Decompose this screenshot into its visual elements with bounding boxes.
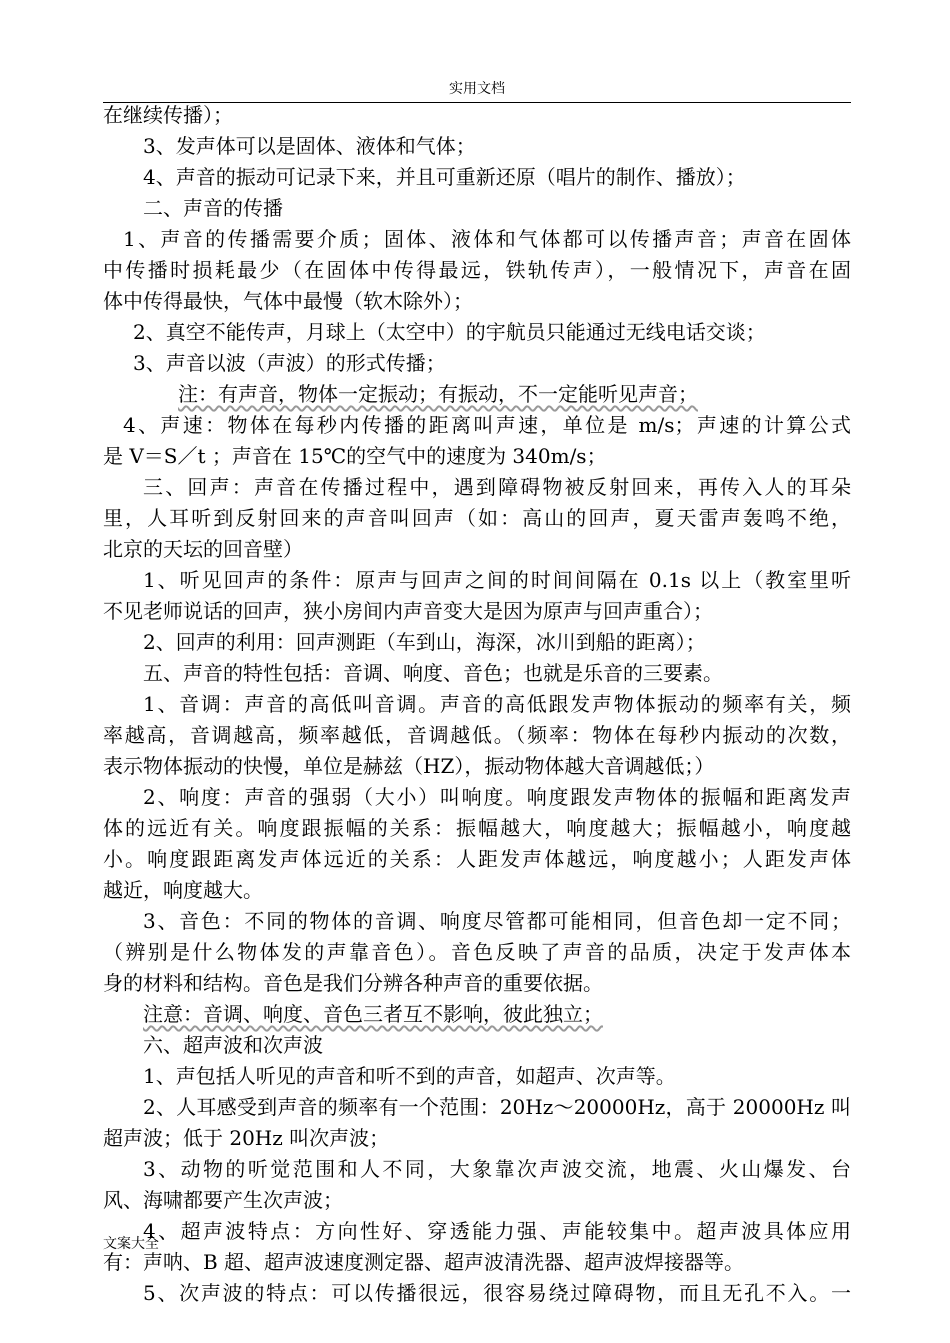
text-line: 身的材料和结构。音色是我们分辨各种声音的重要依据。 — [103, 971, 603, 995]
page-footer — [103, 1235, 159, 1253]
text-line: 体的远近有关。响度跟振幅的关系：振幅越大，响度越大；振幅越小，响度越 — [103, 816, 851, 840]
text-line: 在继续传播）； — [103, 103, 233, 127]
text-line: 4、声速：物体在每秒内传播的距离叫声速，单位是 m/s；声速的计算公式 — [123, 413, 851, 437]
text-line: 2、人耳感受到声音的频率有一个范围：20Hz～20000Hz，高于 20000Hz 叫 — [143, 1095, 851, 1119]
text-line: 4、声音的振动可记录下来，并且可重新还原（唱片的制作、播放）； — [143, 165, 746, 189]
text-line: 1、听见回声的条件：原声与回声之间的时间间隔在 0.1s 以上（教室里听 — [143, 568, 851, 592]
section-heading: 六、超声波和次声波 — [143, 1033, 323, 1057]
text-line: 3、发声体可以是固体、液体和气体； — [143, 134, 476, 158]
text-line: 越近，响度越大。 — [103, 878, 263, 902]
text-line: 是 V＝S／t ；声音在 15℃的空气中的速度为 340m/s； — [103, 444, 607, 468]
text-line: 3、动物的听觉范围和人不同，大象靠次声波交流，地震、火山爆发、台 — [143, 1157, 851, 1181]
text-line: 超声波；低于 20Hz 叫次声波； — [103, 1126, 390, 1150]
text-line: 小。响度跟距离发声体远近的关系：人距发声体越远，响度越小；人距发声体 — [103, 847, 851, 871]
text-line: 5、次声波的特点：可以传播很远，很容易绕过障碍物，而且无孔不入。一 — [143, 1281, 851, 1305]
text-line: 里，人耳听到反射回来的声音叫回声（如：高山的回声，夏天雷声轰鸣不绝， — [103, 506, 851, 530]
section-heading: 二、声音的传播 — [143, 196, 283, 220]
text-line: 风、海啸都要产生次声波； — [103, 1188, 343, 1212]
text-line: 2、回声的利用：回声测距（车到山，海深，冰川到船的距离）； — [143, 630, 706, 654]
text-line: 1、声包括人听见的声音和听不到的声音，如超声、次声等。 — [143, 1064, 676, 1088]
footer-text: 文案大全 — [103, 1236, 159, 1252]
text-line: 2、响度：声音的强弱（大小）叫响度。响度跟发声物体的振幅和距离发声 — [143, 785, 851, 809]
text-line: 北京的天坛的回音壁） — [103, 537, 303, 561]
text-line: 1、音调：声音的高低叫音调。声音的高低跟发声物体振动的频率有关，频 — [143, 692, 851, 716]
text-line: 表示物体振动的快慢，单位是赫兹（HZ），振动物体越大音调越低；） — [103, 754, 715, 778]
text-line: 中传播时损耗最少（在固体中传得最远，铁轨传声），一般情况下，声音在固 — [103, 258, 851, 282]
wavy-underlined-note: 注意：音调、响度、音色三者互不影响，彼此独立； — [143, 1002, 603, 1026]
text-line: 有：声呐、B 超、超声波速度测定器、超声波清洗器、超声波焊接器等。 — [103, 1250, 745, 1274]
section-heading: 五、声音的特性包括：音调、响度、音色；也就是乐音的三要素。 — [143, 661, 723, 685]
text-line: （辨别是什么物体发的声靠音色）。音色反映了声音的品质，决定于发声体本 — [103, 940, 851, 964]
text-line: 不见老师说话的回声，狭小房间内声音变大是因为原声与回声重合）； — [103, 599, 713, 623]
text-line: 3、声音以波（声波）的形式传播； — [133, 351, 446, 375]
text-line: 体中传得最快，气体中最慢（软木除外）； — [103, 289, 473, 313]
wavy-underlined-note: 注：有声音，物体一定振动；有振动，不一定能听见声音； — [178, 382, 698, 406]
header-title: 实用文档 — [449, 81, 505, 97]
text-line: 1、声音的传播需要介质；固体、液体和气体都可以传播声音；声音在固体 — [123, 227, 851, 251]
note-line — [103, 999, 851, 1030]
text-line: 4、超声波特点：方向性好、穿透能力强、声能较集中。超声波具体应用 — [143, 1219, 851, 1243]
section-heading: 三、回声：声音在传播过程中，遇到障碍物被反射回来，再传入人的耳朵 — [143, 475, 851, 499]
note-line — [103, 379, 851, 410]
text-line: 率越高，音调越高，频率越低，音调越低。（频率：物体在每秒内振动的次数， — [103, 723, 851, 747]
text-line: 3、音色：不同的物体的音调、响度尽管都可能相同，但音色却一定不同； — [143, 909, 851, 933]
text-line: 2、真空不能传声，月球上（太空中）的宇航员只能通过无线电话交谈； — [133, 320, 766, 344]
document-body — [103, 100, 851, 1309]
